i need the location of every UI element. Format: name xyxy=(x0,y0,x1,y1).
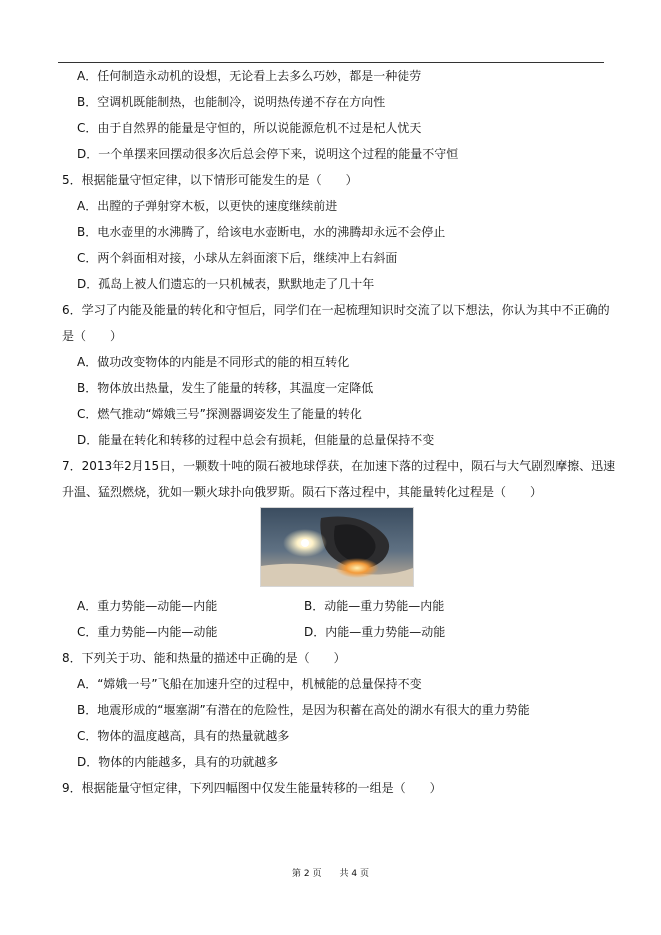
q7-option-a: A．重力势能—动能—内能 xyxy=(77,599,218,613)
q6-option-b: B．物体放出热量，发生了能量的转移，其温度一定降低 xyxy=(77,381,374,395)
q6-stem-line2: 是（ ） xyxy=(62,329,123,343)
q7-option-c: C．重力势能—内能—动能 xyxy=(77,625,218,639)
q8-option-b: B．地震形成的“堰塞湖”有潜在的危险性，是因为积蓄在高处的湖水有很大的重力势能 xyxy=(77,703,530,717)
q6-option-a: A．做功改变物体的内能是不同形式的能的相互转化 xyxy=(77,355,350,369)
q5-option-b: B．电水壶里的水沸腾了，给该电水壶断电，水的沸腾却永远不会停止 xyxy=(77,225,446,239)
prev-option-c: C．由于自然界的能量是守恒的，所以说能源危机不过是杞人忧天 xyxy=(77,121,422,135)
q8-option-c: C．物体的温度越高，具有的热量就越多 xyxy=(77,729,290,743)
q7-stem-line2: 升温、猛烈燃烧，犹如一颗火球扑向俄罗斯。陨石下落过程中，其能量转化过程是（ ） xyxy=(62,485,543,499)
page-footer: 第 2 页 共 4 页 xyxy=(292,869,369,879)
prev-option-b: B．空调机既能制热，也能制冷，说明热传递不存在方向性 xyxy=(77,95,386,109)
q7-stem-line1: 7．2013年2月15日，一颗数十吨的陨石被地球俘获，在加速下落的过程中，陨石与大气剧烈摩擦、迅速 xyxy=(62,459,616,473)
q8-option-a: A．“嫦娥一号”飞船在加速升空的过程中，机械能的总量保持不变 xyxy=(77,677,422,691)
q7-option-d: D．内能—重力势能—动能 xyxy=(304,625,446,639)
q5-option-a: A．出膛的子弹射穿木板，以更快的速度继续前进 xyxy=(77,199,338,213)
q6-option-d: D．能量在转化和转移的过程中总会有损耗，但能量的总量保持不变 xyxy=(77,433,435,447)
q5-option-d: D．孤岛上被人们遗忘的一只机械表，默默地走了几十年 xyxy=(77,277,375,291)
q8-option-d: D．物体的内能越多，具有的功就越多 xyxy=(77,755,279,769)
q6-stem-line1: 6．学习了内能及能量的转化和守恒后，同学们在一起梳理知识时交流了以下想法，你认为其中不正确的 xyxy=(62,303,610,317)
q9-stem: 9．根据能量守恒定律，下列四幅图中仅发生能量转移的一组是（ ） xyxy=(62,781,442,795)
header-rule xyxy=(58,62,604,63)
prev-option-d: D．一个单摆来回摆动很多次后总会停下来，说明这个过程的能量不守恒 xyxy=(77,147,459,161)
meteor-image xyxy=(260,507,414,587)
q8-stem: 8．下列关于功、能和热量的描述中正确的是（ ） xyxy=(62,651,346,665)
prev-option-a: A．任何制造永动机的设想，无论看上去多么巧妙，都是一种徒劳 xyxy=(77,69,422,83)
q7-option-b: B．动能—重力势能—内能 xyxy=(304,599,445,613)
q5-stem: 5．根据能量守恒定律，以下情形可能发生的是（ ） xyxy=(62,173,358,187)
q6-option-c: C．燃气推动“嫦娥三号”探测器调姿发生了能量的转化 xyxy=(77,407,362,421)
q5-option-c: C．两个斜面相对接，小球从左斜面滚下后，继续冲上右斜面 xyxy=(77,251,398,265)
